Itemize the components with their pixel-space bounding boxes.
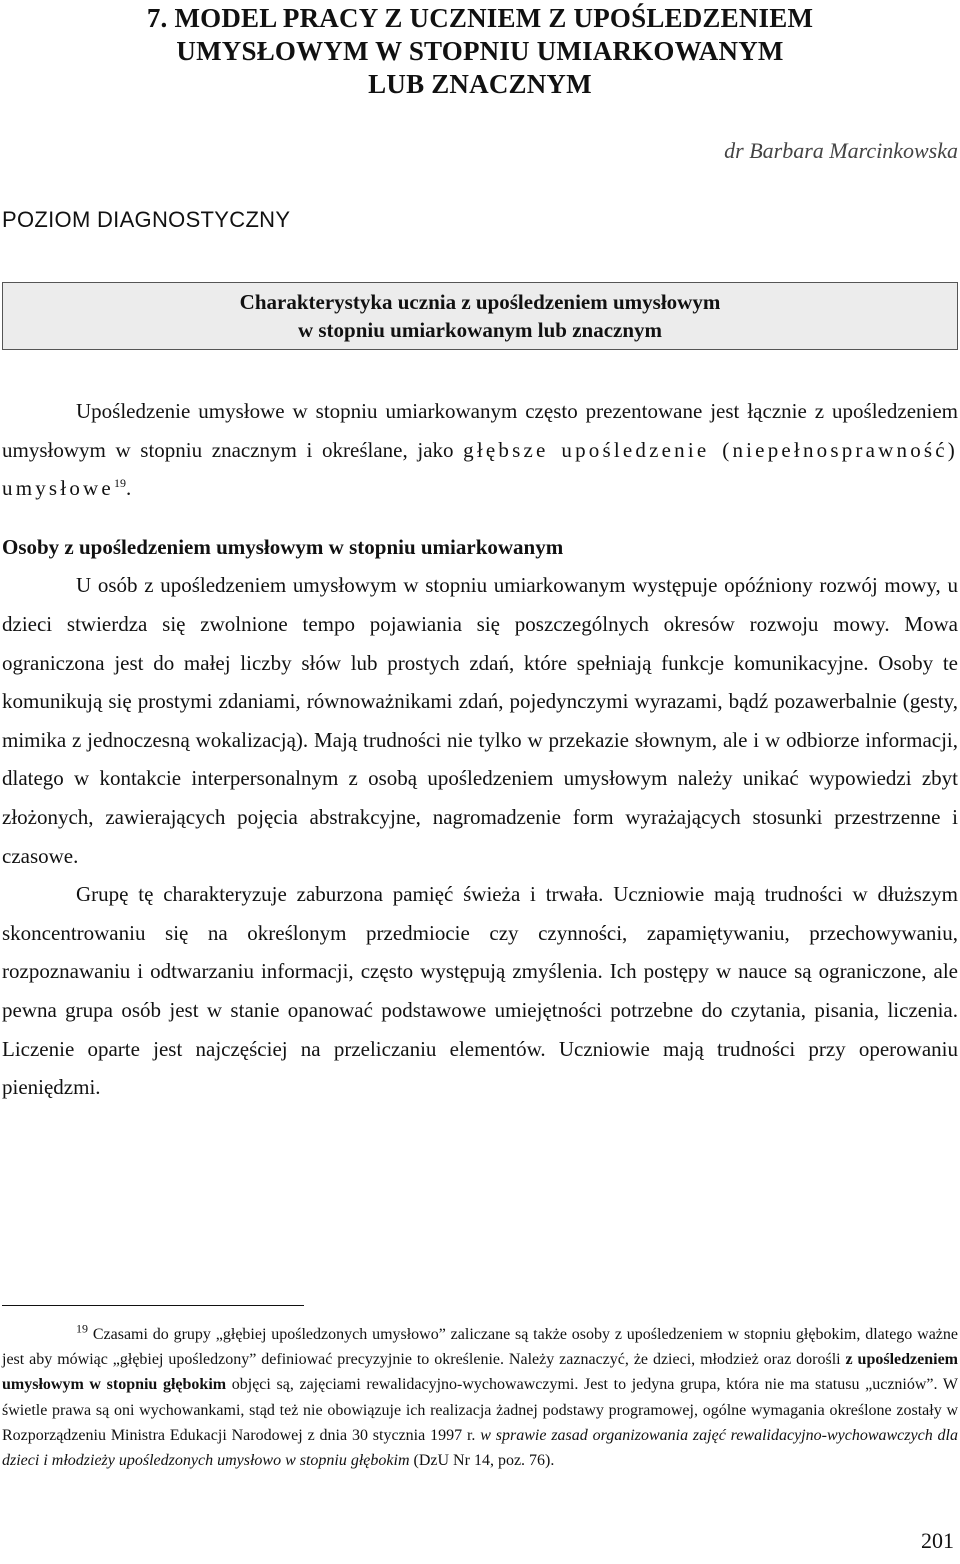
footnote-text: (DzU Nr 14, poz. 76). (409, 1452, 555, 1470)
intro-paragraph (2, 392, 958, 508)
intro-text: Upośledzenie umysłowe w stopniu umiarkowanym często prezentowane jest łącznie z upośledzeniem umysłowym w stopniu znacznym i określane, jako (2, 399, 958, 462)
level-heading: POZIOM DIAGNOSTYCZNY (2, 207, 291, 232)
section-box-line: Charakterystyka ucznia z upośledzeniem umysłowym (239, 290, 721, 314)
page-number: 201 (921, 1528, 954, 1553)
body-text (2, 392, 958, 1107)
footnote-paragraph (2, 1322, 958, 1473)
footnote-reference[interactable]: 19 (113, 476, 126, 491)
chapter-title-line: 7. MODEL PRACY Z UCZNIEM Z UPOŚLEDZENIEM (146, 3, 814, 33)
body-paragraph: Grupę tę charakteryzuje zaburzona pamięć świeża i trwała. Uczniowie mają trudności w dłuższym skoncentrowaniu się na określonym przedmiocie czy czynności, zapamiętywaniu, przechowywaniu, rozpoznawaniu i odtwarzaniu informacji, często występują zmyślenia. Ich postępy w nauce są ograniczone, ale pewna grupa osób jest w stanie opanować podstawowe umiejętności potrzebne do czytania, pisania, liczenia. Liczenie oparte jest najczęściej na przeliczaniu elementów. Uczniowie mają trudności przy operowaniu pieniędzmi. (2, 882, 958, 1100)
footnote-italic-text: w sprawie zasad organizowania zajęć rewalidacyjno-wychowawczych dla dzieci i młodzieży upośledzonych umysłowo w stopniu głębokim (2, 1426, 959, 1470)
chapter-title-line: UMYSŁOWYM W STOPNIU UMIARKOWANYM (176, 36, 784, 66)
section-box (2, 282, 958, 350)
intro-end: . (125, 476, 132, 501)
intro-spaced-text: głębsze upośledzenie (niepełnosprawność) umysłowe (2, 437, 958, 501)
chapter-title-line: LUB ZNACZNYM (368, 69, 592, 99)
footnote (2, 1322, 958, 1473)
footnote-bold-text: z upośledzeniem umysłowym w stopniu głębokim (2, 1351, 958, 1394)
section-heading: Osoby z upośledzeniem umysłowym w stopniu umiarkowanym (2, 534, 564, 559)
chapter-title (0, 2, 960, 101)
footnote-number: 19 (76, 1321, 88, 1336)
footnote-text: Czasami do grupy „głębiej upośledzonych umysłowo” zaliczane są także osoby z upośledzeniem w stopniu głębokim, dlatego ważne jest aby mówiąc „głębiej upośledzony” definiować precyzyjnie to określenie. Należy zaznaczyć, że dzieci, młodzież oraz dorośli (2, 1326, 958, 1369)
author-name: dr Barbara Marcinkowska (724, 138, 958, 163)
body-paragraph: U osób z upośledzeniem umysłowym w stopniu umiarkowanym występuje opóźniony rozwój mowy, u dzieci stwierdza się zwolnione tempo pojawiania się poszczególnych okresów rozwoju mowy. Mowa ograniczona jest do małej liczby słów lub prostych zdań, które spełniają funkcje komunikacyjne. Osoby te komunikują się prostymi zdaniami, równoważnikami zdań, pojedynczymi wyrazami, bądź pozawerbalnie (gesty, mimika z jednoczesną wokalizacją). Mają trudności nie tylko w przekazie słownym, ale i w odbiorze informacji, dlatego w kontakcie interpersonalnym z osobą upośledzeniem umysłowym należy unikać wypowiedzi zbyt złożonych, zawierających pojęcia abstrakcyjne, nagromadzenie form wyrażających stosunki przestrzenne i czasowe. (2, 573, 958, 868)
footnote-divider (2, 1305, 304, 1306)
section-box-line: w stopniu umiarkowanym lub znacznym (297, 318, 663, 342)
footnote-text: objęci są, zajęciami rewalidacyjno-wychowawczymi. Jest to jedyna grupa, która nie ma statusu „uczniów”. W świetle prawa są oni wychowankami, stąd też nie obowiązuje ich realizacja żadnej podstawy programowej, ogólne wymagania określone zostały w Rozporządzeniu Ministra Edukacji Narodowej z dnia 30 stycznia 1997 r. (2, 1376, 959, 1444)
